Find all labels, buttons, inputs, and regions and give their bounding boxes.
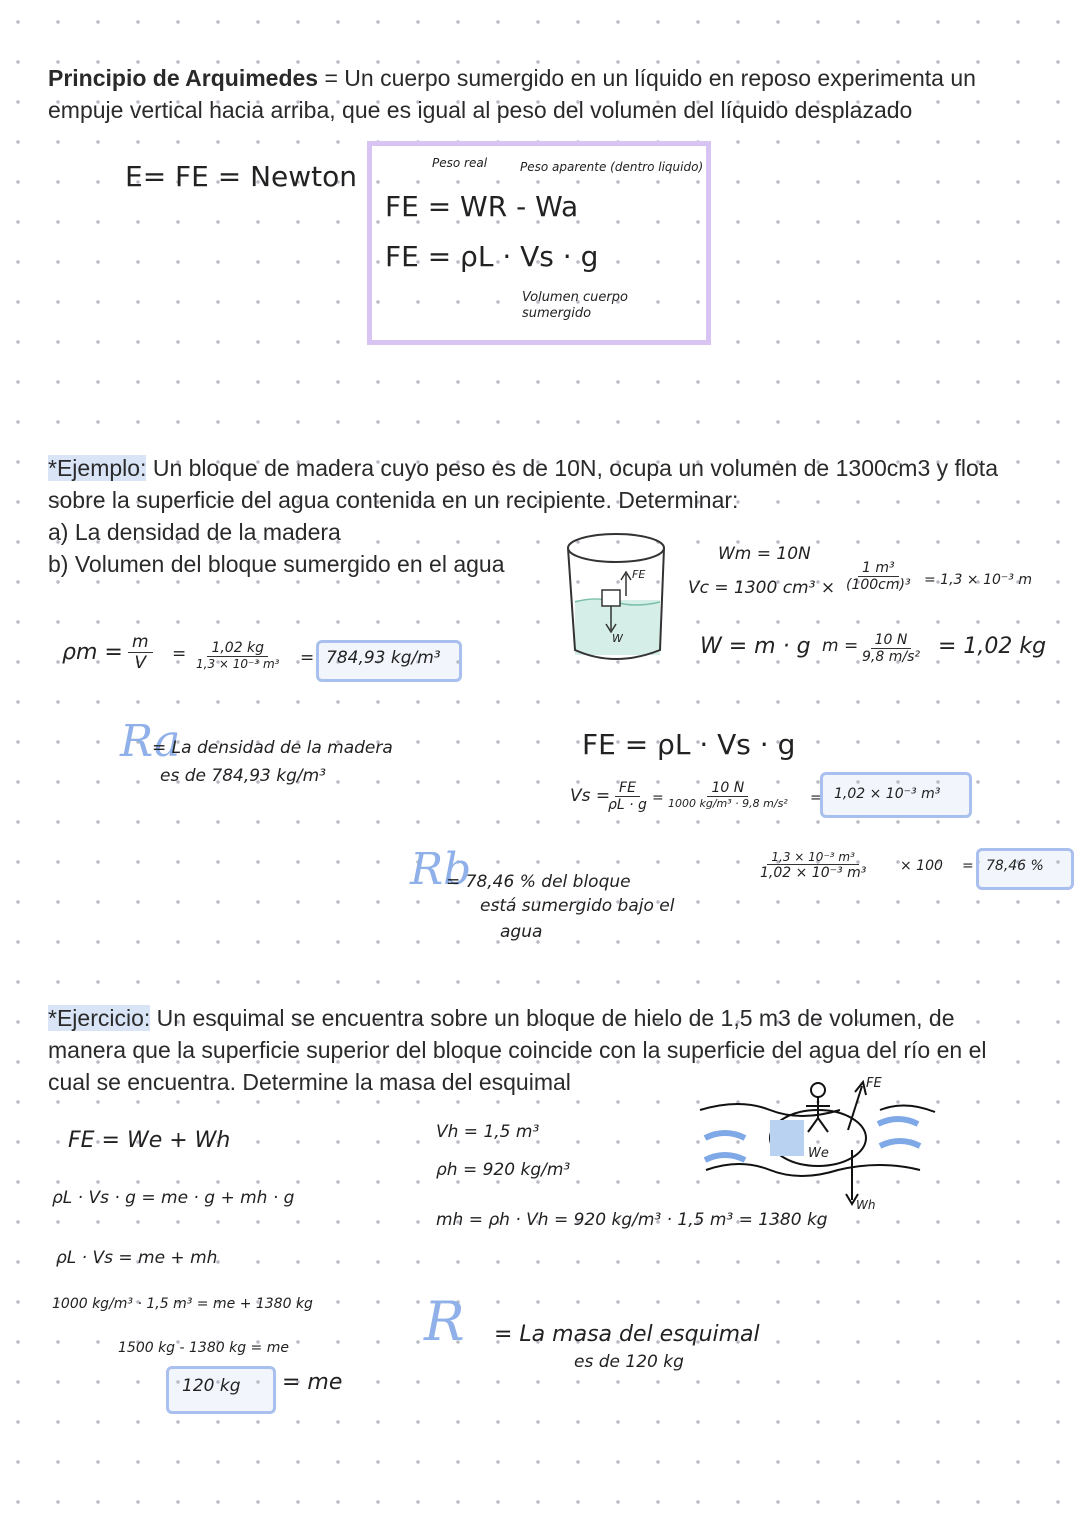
example-label: *Ejemplo:	[48, 455, 147, 481]
fe-formula-weights: FE = WR - Wa	[385, 190, 579, 223]
example-text: Un bloque de madera cuyo peso es de 10N, ocupa un volumen de 1300cm3 y flota sobre la superficie del agua contenida en un recipiente. Determinar:	[48, 455, 998, 513]
empuje-definition: E= FE = Newton	[125, 160, 358, 193]
r-mark: R	[424, 1290, 465, 1353]
peso-real-label: Peso real	[432, 156, 488, 170]
fe-formula-density: FE = ρL · Vs · g	[385, 240, 599, 273]
rb-text-line3: agua	[500, 922, 543, 942]
r-text-line2: es de 120 kg	[574, 1352, 684, 1372]
exercise-eq1: FE = We + Wh	[68, 1128, 231, 1153]
exercise-vh: Vh = 1,5 m³	[436, 1122, 540, 1142]
exercise-rho-h: ρh = 920 kg/m³	[436, 1160, 571, 1180]
peso-aparente-label: Peso aparente (dentro liquido)	[520, 160, 704, 174]
mass-lhs: m =	[822, 636, 859, 656]
exercise-mh: mh = ρh · Vh = 920 kg/m³ · 1,5 m³ = 1380 kg	[436, 1210, 828, 1230]
rb-mark: Rb	[410, 844, 472, 895]
vs-eq-sign: =	[652, 790, 664, 806]
exercise-eq3: ρL · Vs = me + mh	[56, 1248, 218, 1268]
exercise-answer-me: = me	[282, 1370, 343, 1395]
mass-result: = 1,02 kg	[938, 634, 1047, 659]
ra-mark: Ra	[120, 716, 181, 767]
pct-num: 1,3 × 10⁻³ m³	[767, 850, 859, 865]
density-eq-sign: =	[172, 644, 187, 664]
vs-result: 1,02 × 10⁻³ m³	[834, 786, 941, 802]
rb-text-line1: = 78,46 % del bloque	[446, 872, 631, 892]
density-den: 1,3 × 10⁻³ m³	[196, 657, 280, 671]
pct-multiplier: × 100	[900, 858, 943, 874]
exercise-eq5: 1500 kg - 1380 kg = me	[118, 1340, 289, 1356]
vs-den: ρL · g	[608, 797, 647, 813]
density-eq-sign-2: =	[300, 648, 315, 668]
pct-result: 78,46 %	[986, 858, 1044, 874]
vessel-fe-label: FE	[632, 568, 646, 581]
principle-text: = Un cuerpo sumergido en un líquido en reposo experimenta un empuje vertical hacia arriba, que es igual al peso del volumen del líquido desplazado	[48, 65, 976, 123]
density-result: 784,93 kg/m³	[326, 648, 441, 668]
ra-text-line1: = La densidad de la madera	[152, 738, 393, 758]
density-num: 1,02 kg	[207, 640, 268, 657]
rb-text-line2: está sumergido bajo el	[480, 896, 675, 916]
exercise-eq4: 1000 kg/m³ · 1,5 m³ = me + 1380 kg	[52, 1296, 313, 1312]
figure-wh-label: Wh	[856, 1198, 876, 1212]
vs-eq-sign-2: =	[810, 790, 822, 806]
example-question-a: a) La densidad de la madera	[48, 519, 341, 545]
vs-den2: 1000 kg/m³ · 9,8 m/s²	[668, 797, 788, 810]
exercise-eq2: ρL · Vs · g = me · g + mh · g	[52, 1188, 295, 1208]
vs-lhs: Vs =	[570, 786, 611, 806]
example-question-b: b) Volumen del bloque sumergido en el agua	[48, 551, 505, 577]
mass-den: 9,8 m/s²	[862, 649, 920, 665]
weight-equation: W = m · g	[700, 634, 811, 659]
exercise-label: *Ejercicio:	[48, 1005, 151, 1031]
exercise-answer: 120 kg	[182, 1376, 241, 1396]
pct-den: 1,02 × 10⁻³ m³	[760, 865, 867, 881]
wm-value: Wm = 10N	[718, 544, 811, 564]
conv-den: (100cm)³	[846, 577, 911, 593]
fe-equation: FE = ρL · Vs · g	[582, 728, 796, 761]
vessel-w-label: W	[612, 632, 623, 645]
conv-result: = 1,3 × 10⁻³ m	[924, 572, 1032, 588]
volumen-label: Volumen cuerpo sumergido	[522, 290, 628, 321]
r-text-line1: = La masa del esquimal	[494, 1322, 760, 1347]
vc-value: Vc = 1300 cm³ ×	[688, 578, 836, 598]
pct-eq-sign: =	[962, 858, 974, 874]
exercise-text: Un esquimal se encuentra sobre un bloque de hielo de 1,5 m3 de volumen, de manera que la superficie superior del bloque coincide con la superficie del agua del río en el cual se encuentra. Determine la masa del esquimal	[48, 1005, 987, 1095]
figure-fe-label: FE	[866, 1076, 882, 1091]
principle-title: Principio de Arquimedes	[48, 65, 319, 91]
density-m: m	[128, 632, 153, 653]
vs-num2: 10 N	[707, 780, 748, 797]
vs-num: FE	[615, 780, 640, 797]
density-v: V	[134, 653, 147, 673]
figure-we-label: We	[808, 1146, 829, 1161]
mass-num: 10 N	[871, 632, 912, 649]
ra-text-line2: es de 784,93 kg/m³	[160, 766, 326, 786]
conv-num: 1 m³	[858, 560, 899, 577]
density-lhs: ρm =	[62, 640, 123, 665]
